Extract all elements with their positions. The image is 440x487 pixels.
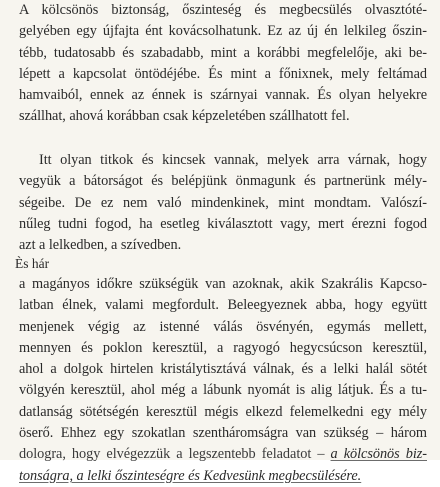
text-line: vegyük a bátorságot és belépjünk önmagunk és partnerünk mély-: [19, 173, 427, 190]
text-line: völgyén keresztül, ahol még a lábunk nyomát is alig látjuk. És a tu-: [19, 382, 427, 399]
text-segment: dologra, hogy elvégezzük a legszentebb feladatot –: [19, 446, 331, 463]
text-line: öserő. Ehhez egy szokatlan szentháromságra van szükség – három: [19, 425, 427, 442]
paragraph-3: [19, 274, 427, 487]
emphasis-text: tonságra, a lelki őszinteségre és Kedvesünk megbecsülésére.: [19, 467, 362, 484]
text-line: gelyében egy újfajta ént kovácsolhatunk. Ez az új én lelkileg őszin-: [19, 23, 427, 40]
text-line: A kölcsönös biztonság, őszinteség és megbecsülés olvasztóté-: [19, 2, 427, 18]
text-line: [19, 444, 427, 465]
overlay-label: Ès hár: [15, 256, 50, 271]
text-line: latban élnek, valami megfordult. Beleegyeznek abba, hogy együtt: [19, 297, 427, 314]
text-line: menjenek végig az istenné válás ösvényén, egymás mellett,: [19, 318, 427, 335]
text-line: tébb, tudatosabb és szabadabb, mint a korábbi megfelelője, aki be-: [19, 44, 427, 61]
text-line: azt a lelkedben, a szívedben.: [19, 237, 182, 254]
text-line: nűleg tudni fogod, ha esetleg kiválasztott vagy, mert érezni fogod: [19, 215, 427, 232]
text-line: mennyen és poklon keresztül, a ragyogó hegycsúcson keresztül,: [19, 339, 427, 356]
text-line: ségeibe. De ez nem való mindenkinek, mint mondtam. Valószí-: [19, 194, 427, 211]
emphasis-text: a kölcsönös biz-: [330, 446, 427, 463]
paragraph-2: [19, 150, 427, 256]
text-line: szállhat, ahová korábban csak képzeletében szállhatott fel.: [19, 108, 350, 125]
text-line: datlanság sötétségén keresztül mégis elkezd felemelkedni egy mély: [19, 403, 427, 420]
text-line: ahol a dolgok hirtelen kristálytisztává válnak, és a lelki halál sötét: [19, 361, 427, 378]
text-line: Itt olyan titkok és kincsek vannak, melyek arra várnak, hogy: [39, 152, 427, 168]
text-line: lépett a kapcsolat öntödéjébe. És mint a főnixnek, mely feltámad: [19, 65, 427, 82]
text-line: hamvaiból, ennek az énnek is szárnyai vannak. És olyan helyekre: [19, 87, 427, 104]
text-line: a magányos időkre szükségük van azoknak, akik Szakrális Kapcso-: [19, 276, 427, 292]
paragraph-1: [19, 0, 427, 128]
text-line: [19, 466, 427, 487]
